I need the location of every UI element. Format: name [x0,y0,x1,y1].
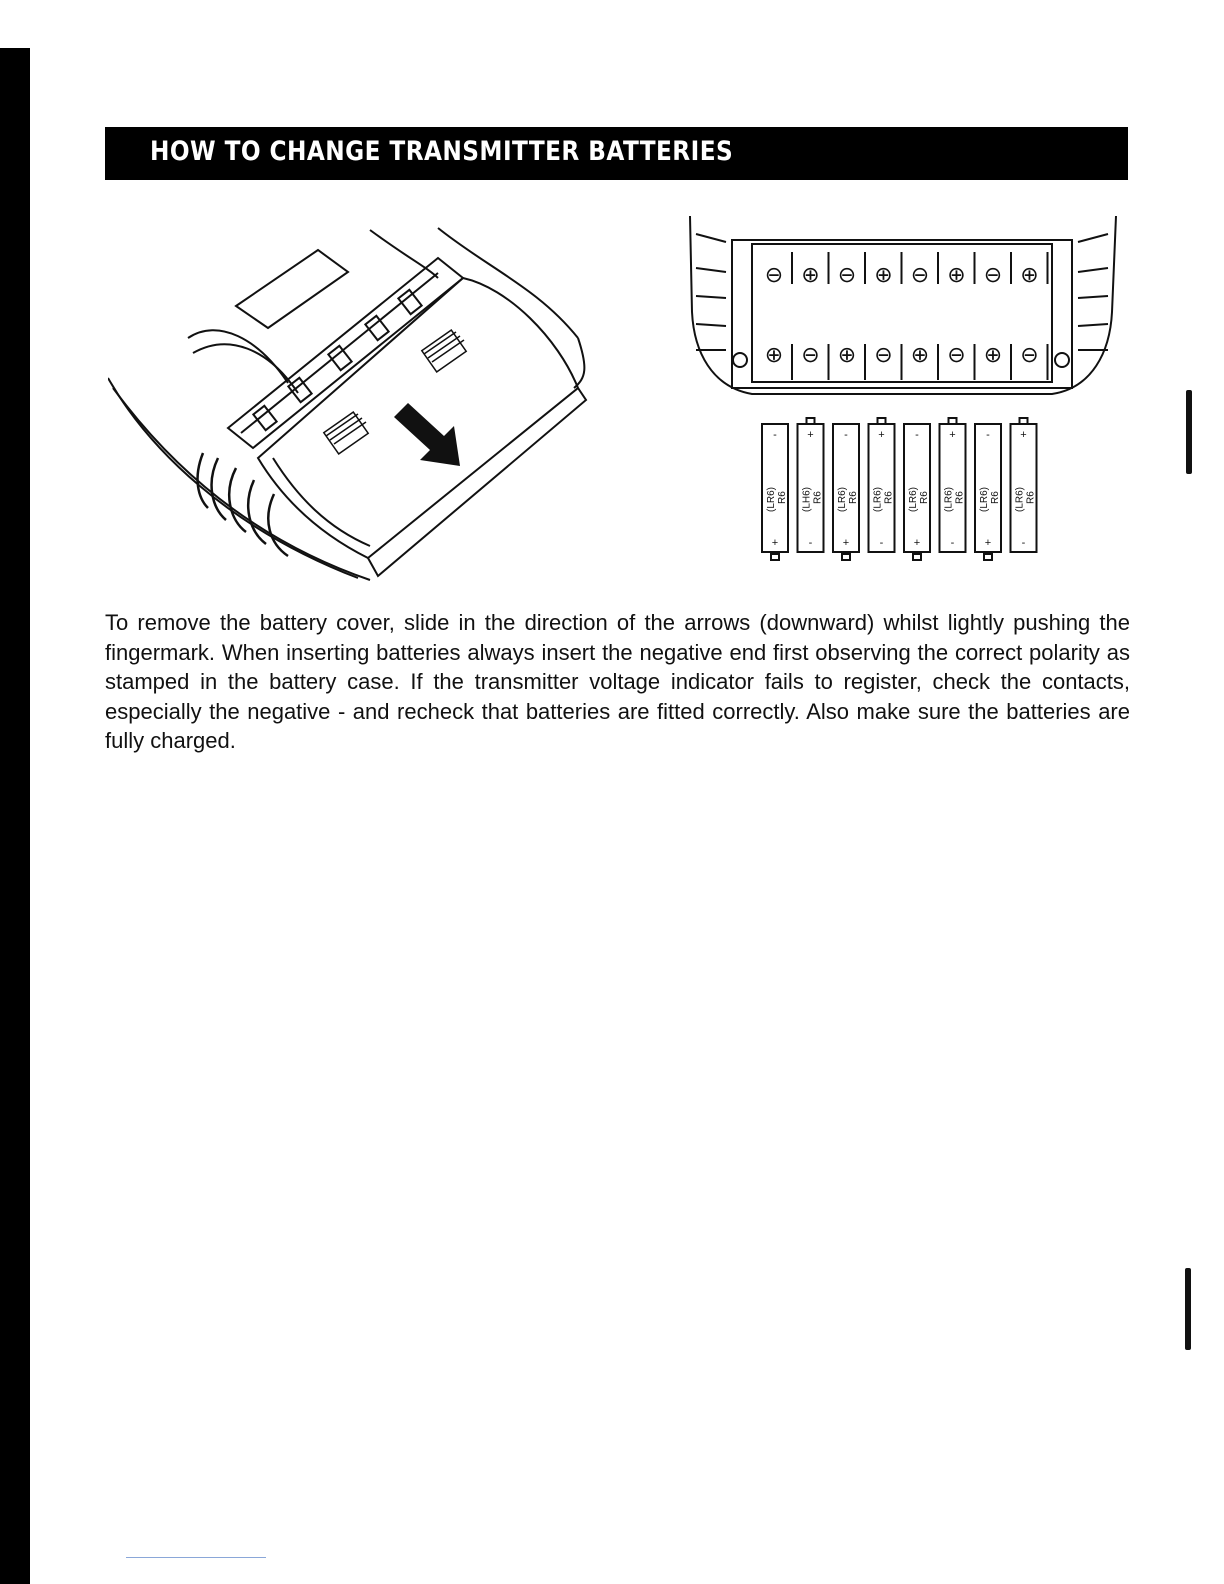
battery-polarity-top: - [773,429,777,441]
battery-polarity-bottom: + [913,537,921,549]
instructions-paragraph: To remove the battery cover, slide in the direction of the arrows (downward) whilst lightly pushing the fingermark. When inserting batteries always insert the negative end first observing the correct polarity as stamped in the battery case. If the transmitter voltage indicator fails to register, check the contacts, especially the negative - and recheck that batteries are fitted correctly. Also make sure the batteries are fully charged. [105,610,1130,753]
polarity-symbol-bottom: ⊕ [983,342,1003,367]
battery-type: R6 [1025,491,1037,504]
polarity-symbol-bottom: ⊕ [910,342,930,367]
battery-terminal [984,554,992,560]
battery-cell [869,418,895,552]
battery-cell [904,424,930,560]
battery-case-illustration [682,212,1122,570]
polarity-symbol-bottom: ⊖ [1020,342,1039,367]
battery-cell [798,418,824,552]
battery-type: R6 [777,491,788,504]
polarity-symbol-top: ⊖ [910,262,930,287]
polarity-symbol-top: ⊕ [801,262,820,287]
battery-terminal [1020,418,1028,424]
section-header [105,127,1128,180]
battery-polarity-top: + [949,429,956,441]
polarity-symbol-top: ⊖ [983,262,1003,287]
battery-label: (LR6) [766,486,777,512]
battery-polarity-top: - [986,429,990,441]
battery-label: (LR6) [979,486,990,512]
battery-terminal [878,418,886,424]
battery-label: (LH6) [801,486,813,512]
polarity-symbol-bottom: ⊖ [801,342,820,367]
battery-polarity-bottom: + [984,537,992,549]
polarity-symbol-top: ⊖ [764,262,784,287]
battery-cell [833,424,859,560]
battery-polarity-top: - [844,429,848,441]
polarity-symbol-top: ⊕ [1020,262,1039,287]
polarity-symbol-bottom: ⊕ [764,342,784,367]
battery-type: R6 [848,491,859,504]
battery-terminal [771,554,779,560]
battery-type: R6 [883,491,895,504]
polarity-symbol-top: ⊕ [874,262,893,287]
battery-label: (LR6) [872,486,884,512]
margin-mark [1185,1268,1191,1350]
scan-edge [0,48,30,1584]
battery-cell [762,424,788,560]
battery-type: R6 [990,491,1001,504]
battery-cover-illustration [108,208,608,588]
battery-polarity-bottom: - [1021,537,1026,549]
polarity-symbol-bottom: ⊖ [874,342,893,367]
battery-terminal [949,418,957,424]
battery-polarity-top: + [807,429,814,441]
battery-polarity-top: - [915,429,919,441]
battery-label: (LR6) [837,486,848,512]
polarity-symbol-top: ⊖ [837,262,857,287]
battery-polarity-bottom: - [808,537,813,549]
polarity-symbol-bottom: ⊖ [947,342,966,367]
battery-label: (LR6) [908,486,919,512]
battery-polarity-top: + [1020,429,1027,441]
battery-type: R6 [919,491,930,504]
battery-label: (LR6) [943,486,955,512]
battery-polarity-bottom: + [771,537,779,549]
battery-terminal [842,554,850,560]
battery-label: (LR6) [1014,486,1026,512]
battery-polarity-top: + [878,429,885,441]
battery-cell [975,424,1001,560]
battery-cell [1011,418,1037,552]
battery-type: R6 [954,491,966,504]
battery-terminal [807,418,815,424]
battery-polarity-bottom: - [879,537,884,549]
battery-polarity-bottom: - [950,537,955,549]
section-title: HOW TO CHANGE TRANSMITTER BATTERIES [150,136,734,167]
battery-type: R6 [812,491,824,504]
polarity-symbol-bottom: ⊕ [837,342,857,367]
battery-cell [940,418,966,552]
footer-rule [126,1557,266,1558]
battery-polarity-bottom: + [842,537,850,549]
margin-mark [1186,390,1192,474]
polarity-symbol-top: ⊕ [947,262,966,287]
battery-terminal [913,554,921,560]
